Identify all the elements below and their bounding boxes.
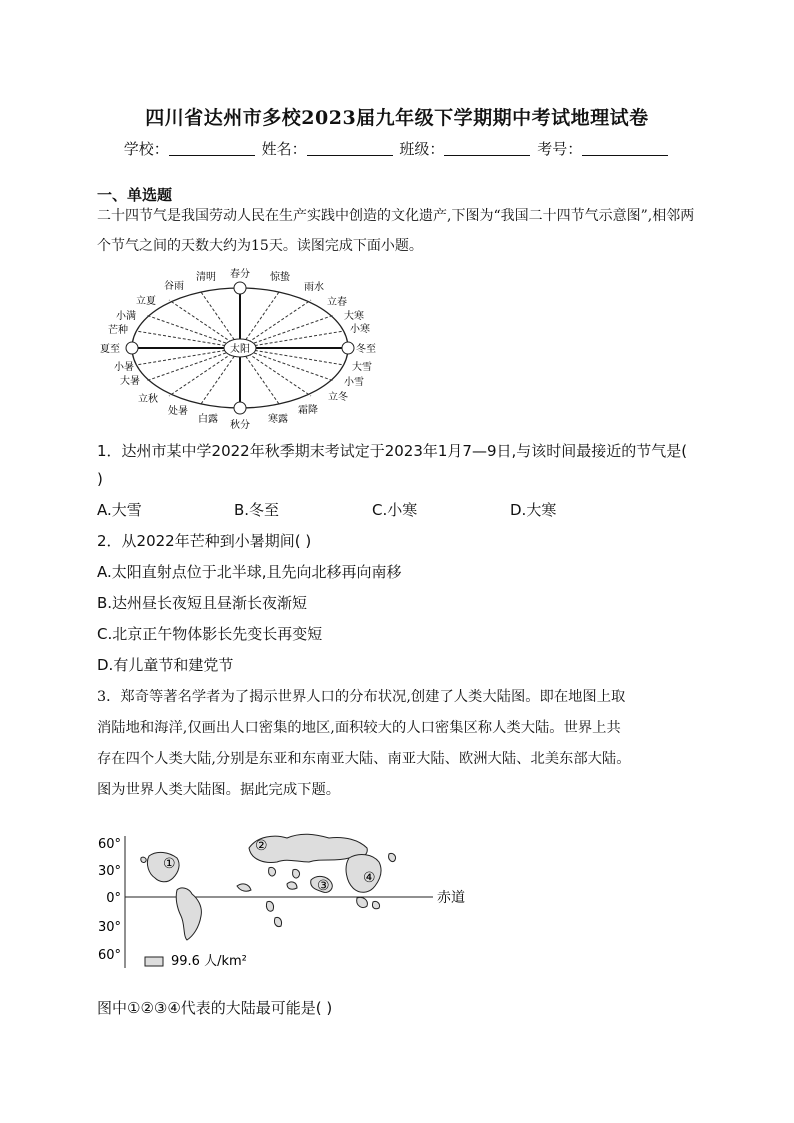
term-label: 立冬 [328,392,348,403]
term-label: 小雪 [344,377,364,388]
equator-label: 赤道 [437,890,465,906]
term-label: 小暑 [114,362,134,373]
option-b[interactable]: B.达州昼长夜短且昼渐长夜渐短 [97,594,308,612]
solar-terms-diagram [92,263,392,433]
option-c[interactable]: C.小寒 [372,501,418,519]
term-label: 夏至 [100,344,120,355]
exam-no-field[interactable] [582,141,668,156]
lat-label: 0° [106,891,121,906]
term-label: 清明 [196,272,216,283]
name-label: 姓名： [261,140,307,158]
lat-label: 30° [97,864,121,879]
term-label: 小寒 [350,324,370,335]
question-1: 1．达州市某中学2022年秋季期末考试定于2023年1月7—9日,与该时间最接近的节气是( [97,442,688,460]
paragraph-line: 图为世界人类大陆图。据此完成下题。 [97,782,341,798]
term-label: 立秋 [138,394,158,405]
option-d[interactable]: D.有儿童节和建党节 [97,656,234,674]
term-label: 惊蛰 [270,272,290,283]
term-label: 白露 [198,414,218,425]
term-label: 大暑 [120,376,140,387]
term-label: 大寒 [344,311,364,322]
page-title: 四川省达州市多校2023届九年级下学期期中考试地理试卷 [145,107,649,129]
option-c[interactable]: C.北京正午物体影长先变长再变短 [97,625,323,643]
paragraph-line: 3．郑奇等著名学者为了揭示世界人口的分布状况,创建了人类大陆图。即在地图上取 [97,689,626,705]
region-marker: ③ [317,878,330,894]
term-label: 雨水 [304,282,324,293]
region-marker: ② [255,838,268,854]
school-field[interactable] [169,141,255,156]
term-label: 霜降 [298,405,318,416]
region-marker: ① [163,856,176,872]
term-label: 秋分 [230,420,250,431]
class-label: 班级： [399,140,445,158]
term-label: 冬至 [356,344,376,355]
lat-label: 60° [97,948,121,963]
term-label: 小满 [116,311,136,322]
question-2: 2．从2022年芒种到小暑期间( ) [97,532,312,550]
term-label: 寒露 [268,414,288,425]
term-label: 芒种 [108,325,128,336]
term-label: 谷雨 [164,281,184,292]
term-label: 立春 [327,297,347,308]
option-a[interactable]: A.太阳直射点位于北半球,且先向北移再向南移 [97,563,402,581]
name-field[interactable] [307,141,393,156]
school-label: 学校： [123,140,169,158]
legend-label: 99.6 人/km² [171,954,247,969]
option-d[interactable]: D.大寒 [510,501,557,519]
paragraph-line: 消陆地和海洋,仅画出人口密集的地区,面积较大的人口密集区称人类大陆。世界上共 [97,720,621,736]
class-field[interactable] [444,141,530,156]
legend-swatch [145,957,163,966]
term-label: 大雪 [352,362,372,373]
human-continents-map [97,828,477,978]
term-label: 立夏 [136,296,156,307]
sun-label: 太阳 [230,344,250,355]
question-3-paragraph [97,682,701,806]
option-b[interactable]: B.冬至 [234,501,280,519]
option-a[interactable]: A.大雪 [97,501,142,519]
lat-label: 60° [97,837,121,852]
student-info-row [0,138,794,159]
question-3: 图中①②③④代表的大陆最可能是( ) [97,999,333,1017]
term-label: 处暑 [168,406,188,417]
exam-no-label: 考号： [537,140,583,158]
term-label: 春分 [230,269,250,280]
region-marker: ④ [363,870,376,886]
paragraph-line: 存在四个人类大陆,分别是东亚和东南亚大陆、南亚大陆、欧洲大陆、北美东部大陆。 [97,751,631,767]
lat-label: 30° [97,920,121,935]
question-1-close: ) [97,470,103,488]
intro-paragraph: 二十四节气是我国劳动人民在生产实践中创造的文化遗产,下图为“我国二十四节气示意图”,相邻两个节气之间的天数大约为15天。读图完成下面小题。 [97,208,695,254]
section-heading: 一、单选题 [97,186,173,204]
